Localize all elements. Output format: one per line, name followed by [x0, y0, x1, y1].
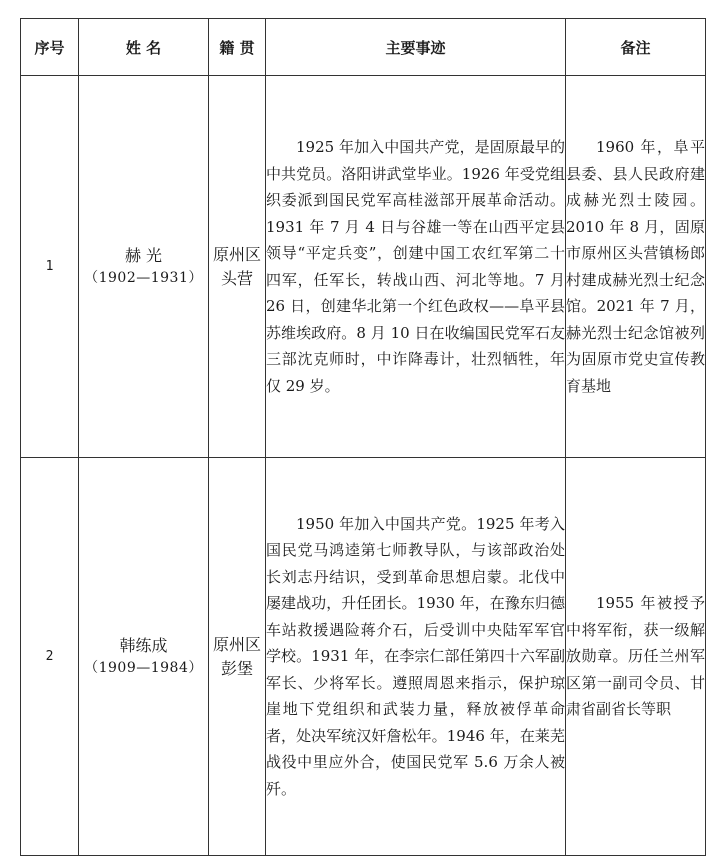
- deeds-text: 1925 年加入中国共产党，是固原最早的中共党员。洛阳讲武堂毕业。1926 年受党组织委派到国民党军高桂滋部开展革命活动。1931 年 7 月 4 日与谷雄一等在山西平定县领导“平定兵变”，创建中国工农红军第二十四军，任军长，转战山西、河北等地。7 月 26 日，创建华北第一个红色政权——阜平县苏维埃政府。8 月 10 日在收编国民党军石友三部沈克师时，中诈降毒计，壮烈牺牲，年仅 29 岁。: [266, 138, 565, 395]
- header-deeds: 主要事迹: [266, 19, 566, 76]
- row-name-cell: [79, 458, 209, 856]
- row-remarks-cell: [566, 458, 706, 856]
- row-remarks-cell: [566, 76, 706, 458]
- table-row: [21, 76, 706, 458]
- header-name: 姓 名: [79, 19, 209, 76]
- row-deeds-cell: [266, 458, 566, 856]
- person-years: （1902—1931）: [84, 269, 203, 286]
- row-origin-cell: [209, 458, 266, 856]
- person-name: 赫 光: [124, 245, 163, 265]
- row-seq: 1: [21, 76, 79, 458]
- row-deeds-cell: [266, 76, 566, 458]
- origin-town: 头营: [220, 268, 253, 288]
- origin-district: 原州区: [212, 244, 261, 264]
- martyrs-table: [20, 18, 706, 856]
- row-seq: 2: [21, 458, 79, 856]
- origin-district: 原州区: [212, 634, 261, 654]
- row-name-cell: [79, 76, 209, 458]
- header-origin: 籍 贯: [209, 19, 266, 76]
- header-remarks: 备注: [566, 19, 706, 76]
- remarks-text: 1955 年被授予中将军衔，获一级解放勋章。历任兰州军区第一副司令员、甘肃省副省长等职: [566, 594, 705, 719]
- person-name: 韩练成: [119, 635, 168, 655]
- row-origin-cell: [209, 76, 266, 458]
- person-years: （1909—1984）: [84, 659, 203, 676]
- table-row: [21, 458, 706, 856]
- remarks-text: 1960 年，阜平县委、县人民政府建成赫光烈士陵园。2010 年 8 月，固原市原州区头营镇杨郎村建成赫光烈士纪念馆。2021 年 7 月，赫光烈士纪念馆被列为固原市党史宣传教育基地: [566, 138, 705, 395]
- header-row: [21, 19, 706, 76]
- origin-town: 彭堡: [220, 658, 253, 678]
- deeds-text: 1950 年加入中国共产党。1925 年考入国民党马鸿逵第七师教导队，与该部政治处长刘志丹结识，受到革命思想启蒙。北伐中屡建战功，升任团长。1930 年，在豫东归德车站救援遇险蒋介石，后受训中央陆军军官学校。1931 年，在李宗仁部任第四十六军副军长、少将军长。遵照周恩来指示，保护琼崖地下党组织和武装力量，释放被俘革命者，处决军统汉奸詹松年。1946 年，在莱芜战役中里应外合，使国民党军 5.6 万余人被歼。: [266, 514, 565, 798]
- header-seq: 序号: [21, 19, 79, 76]
